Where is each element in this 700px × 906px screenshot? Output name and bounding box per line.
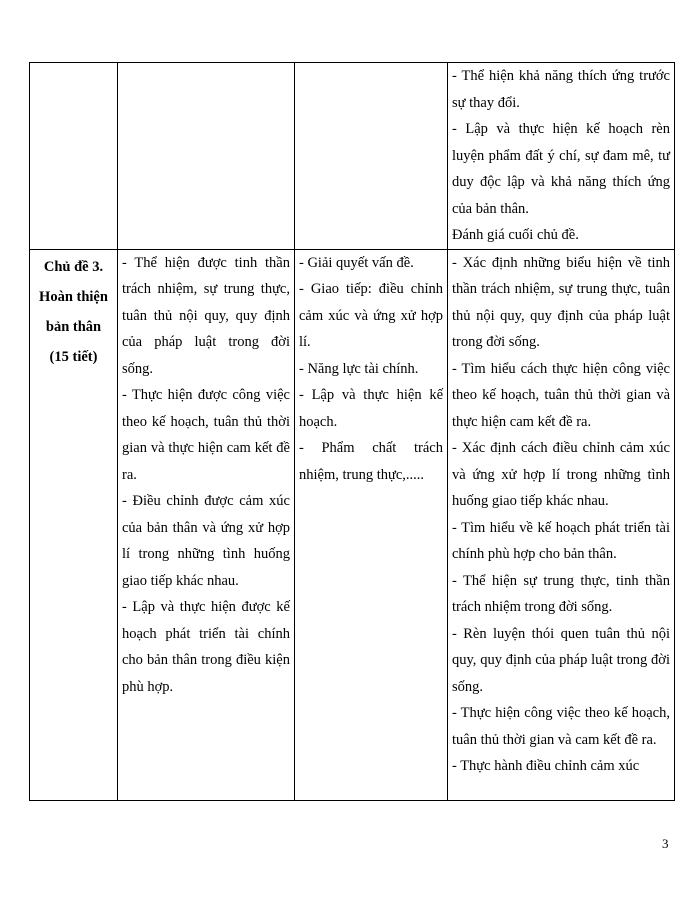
topic-duration: (15 tiết): [49, 348, 98, 365]
list-item: - Lập và thực hiện kế hoạch.: [299, 387, 443, 430]
page-number: 3: [662, 836, 669, 851]
list-item: - Lập và thực hiện kế hoạch rèn luyện phẩm đất ý chí, sự đam mê, tư duy độc lập và khả năng thích ứng của bản thân.: [452, 121, 670, 217]
list-item: - Giải quyết vấn đề.: [299, 254, 414, 271]
list-item: - Điều chỉnh được cảm xúc của bản thân và ứng xử hợp lí trong những tình huống giao tiếp khác nhau.: [122, 493, 290, 589]
table-cell-activities: [448, 249, 675, 800]
list-item: - Xác định những biểu hiện về tinh thần trách nhiệm, sự trung thực, tuân thủ nội quy, quy định của pháp luật trong đời sống.: [452, 254, 670, 350]
table-cell-activities: [448, 63, 675, 250]
list-item: - Thể hiện sự trung thực, tinh thần trách nhiệm trong đời sống.: [452, 572, 670, 615]
table-row: [30, 63, 675, 250]
table-row: [30, 249, 675, 800]
table-cell-competencies-empty: [295, 63, 448, 250]
table-cell-topic: [30, 249, 118, 800]
table-cell-topic-empty: [30, 63, 118, 250]
list-item: - Giao tiếp: điều chỉnh cảm xúc và ứng xử hợp lí.: [299, 281, 443, 350]
list-item: - Lập và thực hiện được kế hoạch phát triển tài chính cho bản thân trong điều kiện phù hợp.: [122, 599, 290, 695]
table-cell-competencies: [295, 249, 448, 800]
table-cell-requirements: [118, 249, 295, 800]
list-item: - Tìm hiểu về kế hoạch phát triển tài chính phù hợp cho bản thân.: [452, 519, 670, 562]
list-item: - Phẩm chất trách nhiệm, trung thực,.....: [299, 440, 443, 483]
topic-number: Chủ đề 3.: [43, 258, 104, 275]
list-item: - Xác định cách điều chỉnh cảm xúc và ứng xử hợp lí trong những tình huống giao tiếp khác nhau.: [452, 440, 670, 509]
list-item: - Năng lực tài chính.: [299, 360, 419, 377]
list-item: - Tìm hiểu cách thực hiện công việc theo kế hoạch, tuân thủ thời gian và thực hiện cam kết đề ra.: [452, 360, 670, 430]
topic-title-line-2: bản thân: [45, 318, 102, 335]
list-item: - Thể hiện khả năng thích ứng trước sự thay đổi.: [452, 68, 670, 111]
list-item: - Thực hành điều chỉnh cảm xúc: [452, 758, 640, 774]
list-item: - Rèn luyện thói quen tuân thủ nội quy, quy định của pháp luật trong đời sống.: [452, 625, 670, 695]
list-item: - Thực hiện được công việc theo kế hoạch, tuân thủ thời gian và thực hiện cam kết đề ra.: [122, 387, 290, 483]
table-cell-requirements-empty: [118, 63, 295, 250]
topic-title-line-1: Hoàn thiện: [39, 288, 108, 305]
curriculum-table: [29, 62, 675, 801]
list-item: Đánh giá cuối chủ đề.: [452, 227, 579, 243]
list-item: - Thể hiện được tinh thần trách nhiệm, sự trung thực, tuân thủ nội quy, quy định của pháp luật trong đời sống.: [122, 254, 290, 377]
list-item: - Thực hiện công việc theo kế hoạch, tuân thủ thời gian và cam kết đề ra.: [452, 705, 670, 748]
